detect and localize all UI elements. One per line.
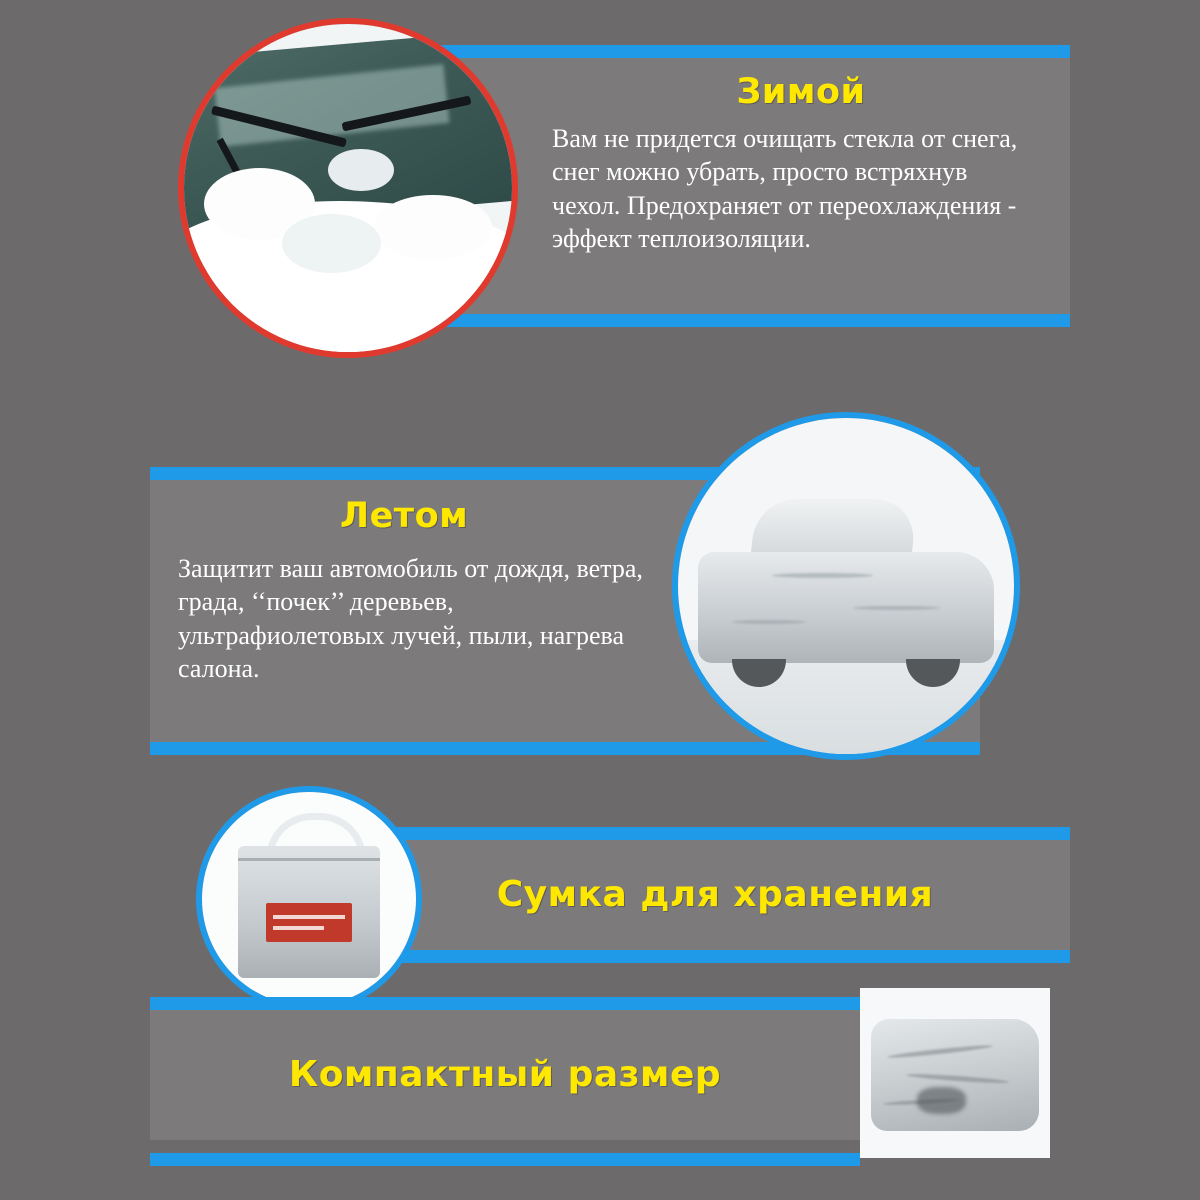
- cover-fold: [772, 573, 873, 578]
- section-winter-text: Вам не придется очищать стекла от снега, снег можно убрать, просто встряхнув чехол. Предохраняет от переохлаждения - эффект теплоизоляции.: [552, 124, 1018, 253]
- section-compact-title: Компактный размер: [288, 1054, 722, 1095]
- section-winter-title: Зимой: [736, 72, 866, 112]
- folded-cover-illustration: [860, 988, 1050, 1158]
- folded-cover-photo: [860, 988, 1050, 1158]
- car-with-silver-cover-photo: [672, 412, 1020, 760]
- bag-zipper-seam: [238, 858, 379, 861]
- snow-lump: [282, 214, 380, 273]
- section-summer-title: Летом: [340, 496, 469, 536]
- section-summer-text: Защитит ваш автомобиль от дождя, ветра, града, ‘‘почек’’ деревьев, ультрафиолетовых лучей, пыли, нагрева салона.: [178, 554, 643, 683]
- section-bag-title: Сумка для хранения: [496, 874, 934, 915]
- bag-brand-label: [266, 903, 352, 942]
- car-body-shape: [698, 552, 994, 663]
- folded-fabric-mass: [871, 1019, 1038, 1131]
- snow-lump: [374, 195, 492, 261]
- bottom-divider: [150, 1153, 860, 1166]
- cover-fold: [732, 620, 806, 624]
- snow-covered-windshield-photo: [178, 18, 518, 358]
- snow-lump: [328, 149, 394, 192]
- storage-bag-photo: [196, 786, 422, 1012]
- section-compact-panel: [150, 1010, 860, 1140]
- storage-bag-illustration: [202, 792, 416, 1006]
- car-cover-illustration: [678, 418, 1014, 754]
- section-bag-panel: [360, 840, 1070, 950]
- fabric-shadow: [917, 1087, 966, 1114]
- snow-scene-illustration: [184, 24, 512, 352]
